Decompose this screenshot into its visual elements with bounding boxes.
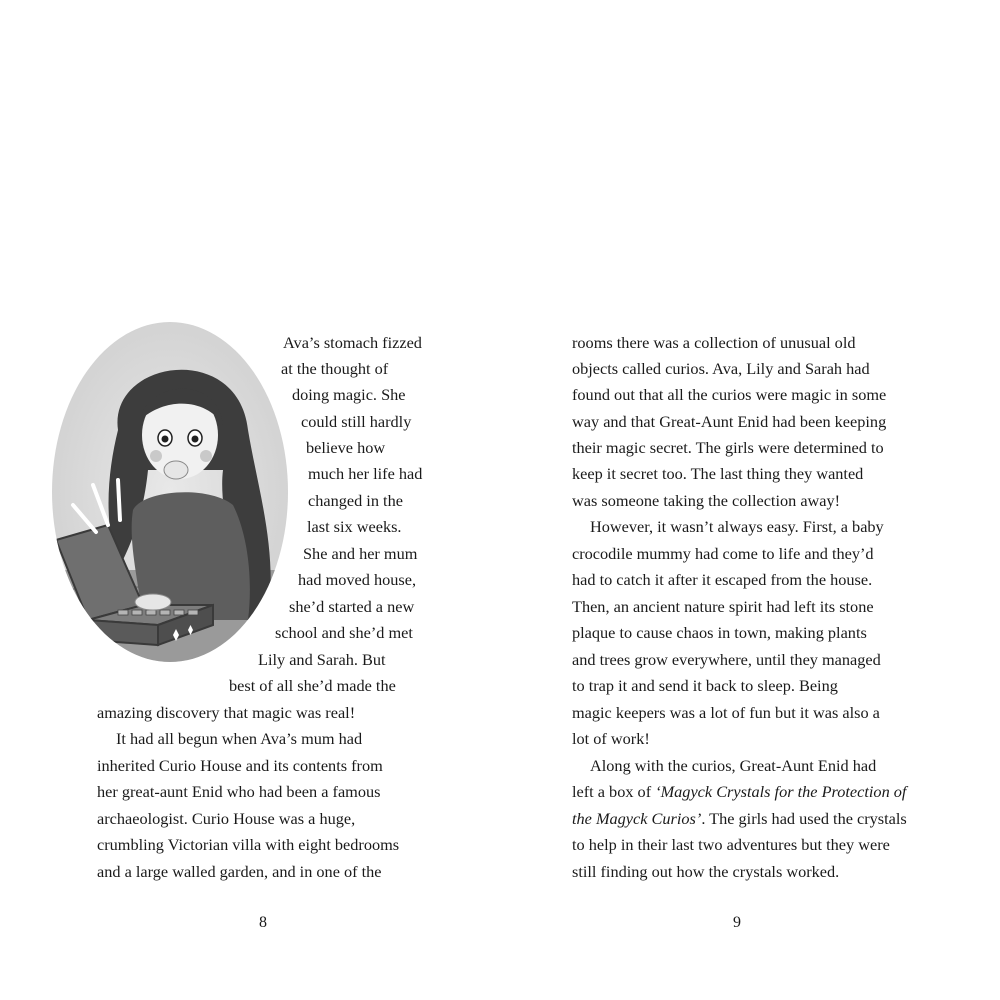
italic-title-part1: ‘Magyck Crystals for the Protection of [655, 782, 907, 801]
right-text-line: However, it wasn’t always easy. First, a baby [590, 517, 884, 536]
left-text-line: She and her mum [303, 544, 418, 563]
right-text-line: was someone taking the collection away! [572, 491, 841, 510]
right-text-line-mixed [572, 779, 906, 805]
left-text-line: archaeologist. Curio House was a huge, [97, 809, 356, 828]
right-text-line: found out that all the curios were magic in some [572, 385, 887, 404]
left-text-line: Lily and Sarah. But [258, 650, 386, 669]
left-text-line: It had all begun when Ava’s mum had [116, 729, 363, 748]
left-text-line: and a large walled garden, and in one of the [97, 862, 382, 881]
left-text-line: Ava’s stomach fizzed [283, 333, 422, 352]
text-run: left a box of [572, 782, 656, 801]
right-text-line: objects called curios. Ava, Lily and Sarah had [572, 359, 870, 378]
right-text-line: magic keepers was a lot of fun but it was also a [572, 703, 880, 722]
left-text-line: last six weeks. [307, 517, 402, 536]
right-text-line: Along with the curios, Great-Aunt Enid had [590, 756, 877, 775]
right-text-line: crocodile mummy had come to life and they’d [572, 544, 874, 563]
right-text-line: plaque to cause chaos in town, making plants [572, 623, 867, 642]
left-text-line: doing magic. She [292, 385, 406, 404]
page-number-left: 8 [259, 914, 267, 931]
left-text-line: amazing discovery that magic was real! [97, 703, 356, 722]
right-text-line: Then, an ancient nature spirit had left its stone [572, 597, 874, 616]
left-text-line: best of all she’d made the [229, 676, 396, 695]
right-text-line: to help in their last two adventures but they were [572, 835, 890, 854]
left-text-line: changed in the [308, 491, 403, 510]
illustration-icon [48, 320, 298, 675]
right-text-line: way and that Great-Aunt Enid had been keeping [572, 412, 887, 431]
left-text-line: had moved house, [298, 570, 417, 589]
text-run: . The girls had used the crystals [701, 809, 907, 828]
right-text-line: keep it secret too. The last thing they wanted [572, 464, 864, 483]
left-text-line: believe how [306, 438, 386, 457]
right-text-line: their magic secret. The girls were determined to [572, 438, 884, 457]
left-text-line: school and she’d met [275, 623, 413, 642]
page-number-right: 9 [733, 914, 741, 931]
right-text-line: and trees grow everywhere, until they managed [572, 650, 881, 669]
right-text-line: to trap it and send it back to sleep. Being [572, 676, 838, 695]
right-text-line-mixed [572, 806, 907, 832]
left-text-line: crumbling Victorian villa with eight bedrooms [97, 835, 400, 854]
left-text-line: could still hardly [301, 412, 412, 431]
right-text-line: had to catch it after it escaped from the house. [572, 570, 873, 589]
right-text-line: rooms there was a collection of unusual old [572, 333, 856, 352]
left-text-line: much her life had [308, 464, 423, 483]
left-text-line: her great-aunt Enid who had been a famous [97, 782, 381, 801]
left-text-line: at the thought of [281, 359, 389, 378]
right-text-line: lot of work! [572, 729, 650, 748]
italic-title-part2: the Magyck Curios’ [572, 809, 702, 828]
left-text-line: she’d started a new [289, 597, 415, 616]
left-text-line: inherited Curio House and its contents from [97, 756, 383, 775]
right-text-line: still finding out how the crystals worked. [572, 862, 840, 881]
